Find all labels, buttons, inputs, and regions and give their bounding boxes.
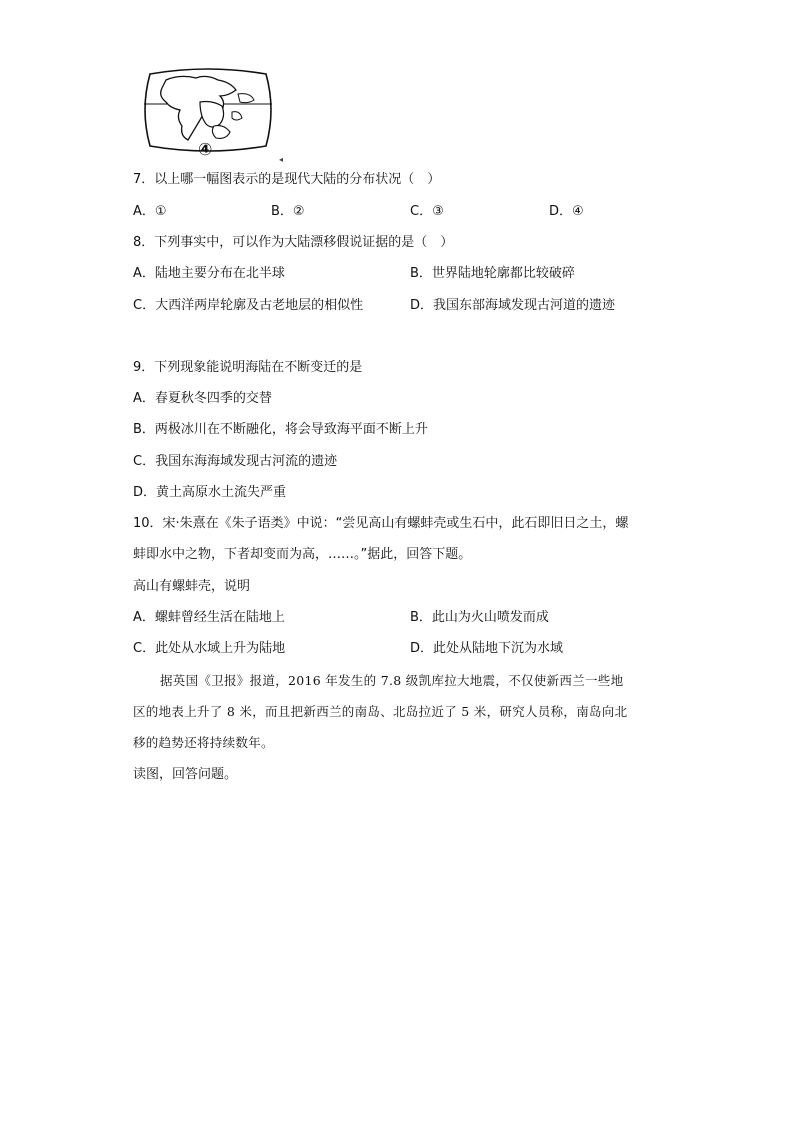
q10-option-c[interactable]: C．此处从水域上升为陆地 bbox=[133, 641, 286, 656]
q10-option-d[interactable]: D．此处从陆地下沉为水域 bbox=[410, 641, 564, 656]
q10-option-a[interactable]: A．螺蚌曾经生活在陆地上 bbox=[133, 610, 285, 625]
caret-mark: ◂ bbox=[279, 155, 284, 164]
passage-line-3: 移的趋势还将持续数年。 bbox=[133, 735, 274, 750]
q9-option-b[interactable]: B．两极冰川在不断融化，将会导致海平面不断上升 bbox=[133, 422, 428, 437]
instruction-text: 读图，回答问题。 bbox=[133, 767, 238, 782]
q8-option-c[interactable]: C．大西洋两岸轮廓及古老地层的相似性 bbox=[133, 298, 364, 313]
q9-option-d[interactable]: D．黄土高原水土流失严重 bbox=[133, 485, 287, 500]
q8-option-a[interactable]: A．陆地主要分布在北半球 bbox=[133, 266, 285, 281]
q7-option-a[interactable]: A．① bbox=[133, 204, 167, 219]
q10-stem-line1: 10．宋·朱熹在《朱子语类》中说：“尝见高山有螺蚌壳或生石中，此石即旧日之土，螺 bbox=[133, 516, 629, 531]
q9-option-c[interactable]: C．我国东海海域发现古河流的遗迹 bbox=[133, 454, 338, 469]
q8-stem: 8．下列事实中，可以作为大陆漂移假说证据的是（ ） bbox=[133, 235, 454, 250]
passage-line-1: 据英国《卫报》报道，2016 年发生的 7.8 级凯库拉大地震，不仅使新西兰一些地 bbox=[160, 673, 624, 688]
q10-option-b[interactable]: B．此山为火山喷发而成 bbox=[410, 610, 549, 625]
passage-line-2: 区的地表上升了 8 米，而且把新西兰的南岛、北岛拉近了 5 米，研究人员称，南岛向北 bbox=[133, 704, 628, 719]
q9-option-a[interactable]: A．春夏秋冬四季的交替 bbox=[133, 391, 272, 406]
q7-option-c[interactable]: C．③ bbox=[410, 204, 444, 219]
q8-option-d[interactable]: D．我国东部海域发现古河道的遗迹 bbox=[410, 298, 616, 313]
q10-subquestion: 高山有螺蚌壳，说明 bbox=[133, 579, 251, 594]
q7-option-d[interactable]: D．④ bbox=[549, 204, 584, 219]
q7-stem: 7．以上哪一幅图表示的是现代大陆的分布状况（ ） bbox=[133, 172, 441, 187]
q9-stem: 9．下列现象能说明海陆在不断变迁的是 bbox=[133, 360, 363, 375]
q8-option-b[interactable]: B．世界陆地轮廓都比较破碎 bbox=[410, 266, 575, 281]
q7-option-b[interactable]: B．② bbox=[271, 204, 305, 219]
figure-label: ④ bbox=[198, 140, 213, 160]
q10-stem-line2: 蚌即水中之物，下者却变而为高，……。”据此，回答下题。 bbox=[133, 547, 472, 562]
